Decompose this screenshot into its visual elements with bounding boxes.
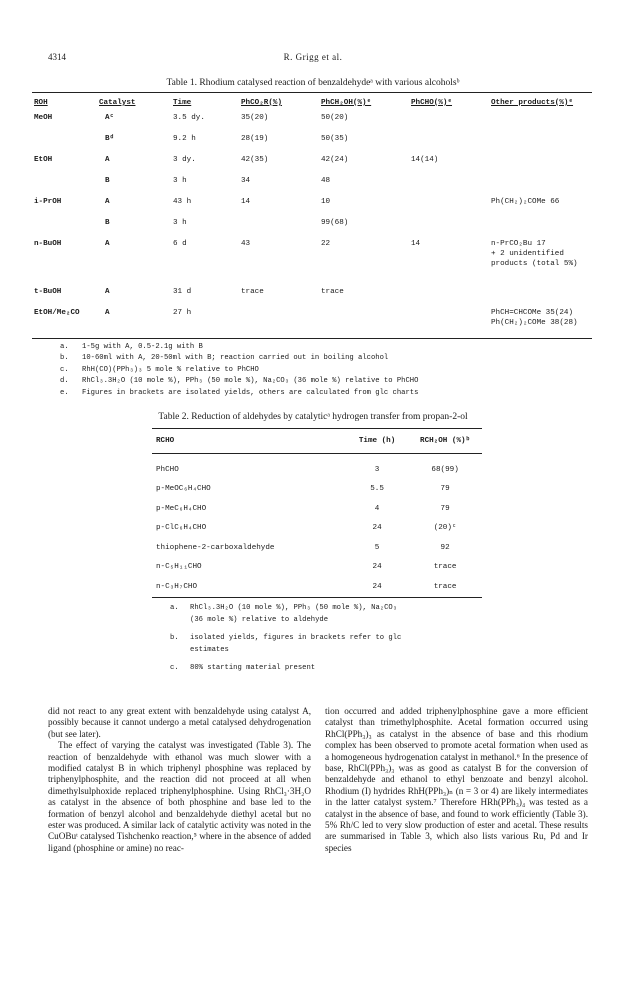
table1-row <box>32 308 592 338</box>
table1-cell: MeOH <box>34 114 53 122</box>
table1-cell: 3 dy. <box>173 156 196 164</box>
footnote-key: e. <box>60 388 69 397</box>
table1-footnote <box>60 365 590 376</box>
footnote-key: a. <box>60 343 69 351</box>
body-paragraph: did not react to any great extent with benzaldehyde using catalyst A, possibly because it cannot undergo a metal catalysed dehydrogenation (but see later). <box>48 706 311 739</box>
table1-cell: B <box>105 177 110 185</box>
table1-cell: i-PrOH <box>34 198 62 206</box>
table1-cell: 27 h <box>173 309 192 317</box>
table1-cell: 50(20) <box>321 114 349 122</box>
table2-cell: 5 <box>374 543 380 552</box>
table2-title: Table 2. Reduction of aldehydes by catalyticᵃ hydrogen transfer from propan-2-ol <box>158 412 468 422</box>
table2-cell: n-C₃H₇CHO <box>156 582 198 591</box>
table2-cell: 68(99) <box>431 465 459 474</box>
table1 <box>32 92 592 339</box>
table1-cell: 34 <box>241 177 251 185</box>
table1-cell: A <box>105 198 110 206</box>
table1-cell: trace <box>321 288 344 296</box>
footnote-key: a. <box>170 604 179 612</box>
table2-cell: p-ClC₆H₄CHO <box>156 524 207 533</box>
footnote-key: b. <box>60 354 69 363</box>
footnote-key: b. <box>170 634 179 642</box>
body-column-left <box>48 706 311 854</box>
table1-cell: trace <box>241 288 264 296</box>
table2-header-row <box>152 429 482 454</box>
footnote-key: c. <box>60 365 69 374</box>
table2-cell: (20)ᶜ <box>433 524 457 533</box>
table2-cell: p-MeC₆H₄CHO <box>156 504 207 513</box>
table2 <box>152 428 482 598</box>
table2-row <box>152 499 482 519</box>
table1-row <box>32 176 592 197</box>
table1-cell: 43 h <box>173 198 192 206</box>
footnote-text: 1-5g with A, 0.5-2.1g with B <box>82 343 203 351</box>
table1-cell: 10 <box>321 198 331 206</box>
table1-cell: Ph(CH₂)₂COMe 66 <box>491 198 560 206</box>
table2-cell: PhCHO <box>156 465 179 474</box>
table1-cell: 43 <box>241 240 251 248</box>
table1-cell: 3 h <box>173 219 187 227</box>
table2-row <box>152 454 482 480</box>
table1-cell <box>32 134 99 155</box>
table2-footnote <box>170 662 490 674</box>
table1-cell: 6 d <box>173 240 187 248</box>
footnote-text: 80% starting material present <box>190 664 316 672</box>
table1-cell: 14(14) <box>411 156 439 164</box>
table1-cell: B <box>105 219 110 227</box>
table2-cell: 24 <box>372 582 382 591</box>
table1-cell: A <box>105 288 110 296</box>
table1-cell: 50(35) <box>321 135 349 143</box>
table1-cell <box>491 287 592 308</box>
table2-row <box>152 519 482 539</box>
table1-column-header: Time <box>173 99 192 107</box>
footnote-text: isolated yields, figures in brackets refer to glc <box>190 634 402 642</box>
table1-cell: A <box>105 240 110 248</box>
footnote-text: 10-60ml with A, 20-50ml with B; reaction carried out in boiling alcohol <box>82 354 389 363</box>
table2-column-header: Time (h) <box>346 429 404 454</box>
table2-column-header: RCH₂OH (%)ᵇ <box>404 429 482 454</box>
footnote-text: Figures in brackets are isolated yields, others are calculated from glc charts <box>82 388 419 397</box>
table2-cell: 24 <box>372 524 382 533</box>
table2-footnotes <box>170 602 490 680</box>
table1-footnote <box>60 376 590 387</box>
table1-cell: A <box>105 309 110 317</box>
table1-cell: 35(20) <box>241 114 269 122</box>
table2-cell: trace <box>433 582 457 591</box>
table1-row <box>32 239 592 287</box>
table2-cell: 92 <box>440 543 450 552</box>
table1-column-header: Other products(%)ᵉ <box>491 99 574 107</box>
table2-row <box>152 558 482 578</box>
table1-cell <box>411 287 491 308</box>
table2-cell: 79 <box>440 485 450 494</box>
page-number: 4314 <box>48 52 66 62</box>
table1-cell <box>491 218 592 239</box>
table2-footnote <box>170 602 490 626</box>
table1-cell <box>241 308 321 338</box>
table1-column-header: PhCH₂OH(%)ᵉ <box>321 99 372 107</box>
table1-column-header: PhCO₂R(%) <box>241 99 283 107</box>
body-column-right <box>325 706 588 854</box>
table1-column-header: PhCHO(%)ᵉ <box>411 99 453 107</box>
table2-cell: n-C₅H₁₁CHO <box>156 563 202 572</box>
table1-footnote <box>60 388 590 399</box>
footnote-text: RhCl₃.3H₂O (10 mole %), PPh₃ (50 mole %), Na₂CO₃ <box>190 604 398 612</box>
table1-cell <box>411 308 491 338</box>
footnote-continuation: estimates <box>190 646 229 654</box>
table2-cell: trace <box>433 563 457 572</box>
table1-cell <box>32 218 99 239</box>
table1-cell <box>411 176 491 197</box>
body-paragraph: tion occurred and added triphenylphosphine gave a more efficient catalyst than trimethylphosphite. Acetal formation occurred using RhCl(PPh₃)₃ as catalyst in the absence of base and this rhodium complex has been observed to promote acetal formation when used as a homogeneous hydrogenation catalyst in methanol.⁶ In the presence of base, RhCl(PPh₃)₃ was as good as catalyst B for the conversion of benzaldehyde and ethanol to ethyl benzoate and benzyl alcohol. Rhodium (I) hydrides RhH(PPh₃)ₙ (n = 3 or 4) are likely intermediates in the latter catalyst system.⁷ Therefore HRh(PPh₃)₄ was tested as a catalyst in the absence of base, and found to work efficiently (Table 3). 5% Rh/C led to very slow production of ester and acetal. These results are summarised in Table 3, which also lists various Ru, Pd and Ir species <box>325 706 588 853</box>
table1-cell <box>411 197 491 218</box>
table1-cell: 14 <box>411 240 421 248</box>
table2-cell: 4 <box>374 504 380 513</box>
table1-cell: 14 <box>241 198 251 206</box>
table1-cell: n-PrCO₂Bu 17 + 2 unidentified products (total 5%) <box>491 240 578 268</box>
table2-footnote <box>170 632 490 656</box>
table1-cell <box>491 134 592 155</box>
table1-column-header: ROH <box>34 99 48 107</box>
footnote-text: RhH(CO)(PPh₃)₃ 5 mole % relative to PhCHO <box>82 365 259 374</box>
table2-cell: p-MeOC₆H₄CHO <box>156 485 211 494</box>
table1-cell: 48 <box>321 177 331 185</box>
table1-cell: t-BuOH <box>34 288 62 296</box>
table1-row <box>32 218 592 239</box>
table1-cell: 9.2 h <box>173 135 196 143</box>
table1-footnote <box>60 342 590 353</box>
footnote-text: RhCl₃.3H₂O (10 mole %), PPh₃ (50 mole %), Na₂CO₃ (36 mole %) relative to PhCHO <box>82 377 419 386</box>
table1-cell: 3 h <box>173 177 187 185</box>
table2-row <box>152 577 482 597</box>
table1-cell <box>491 176 592 197</box>
table1-cell: Aᶜ <box>105 114 115 122</box>
running-head: R. Grigg et al. <box>283 52 343 62</box>
table1-footnote <box>60 353 590 364</box>
table2-row <box>152 538 482 558</box>
table1-cell: 42(24) <box>321 156 349 164</box>
table1-cell: 31 d <box>173 288 192 296</box>
table1-row <box>32 287 592 308</box>
table1-cell: 42(35) <box>241 156 269 164</box>
table1-cell: A <box>105 156 110 164</box>
table1-cell <box>491 113 592 134</box>
table1-footnotes <box>60 342 590 399</box>
table1-title: Table 1. Rhodium catalysed reaction of benzaldehydeᵃ with various alcoholsᵇ <box>166 78 460 88</box>
table2-row <box>152 480 482 500</box>
table2-cell: thiophene-2-carboxaldehyde <box>156 543 275 552</box>
table1-column-header: Catalyst <box>99 99 136 107</box>
table2-cell: 79 <box>440 504 450 513</box>
table1-cell <box>241 218 321 239</box>
table1-header-row <box>32 93 592 113</box>
table2-cell: 3 <box>374 465 380 474</box>
table1-cell <box>411 134 491 155</box>
table1-cell: 22 <box>321 240 331 248</box>
table2-column-header: RCHO <box>152 429 346 454</box>
table1-cell: EtOH/Me₂CO <box>34 309 80 317</box>
table1-cell: n-BuOH <box>34 240 62 248</box>
table1-cell <box>411 218 491 239</box>
footnote-key: d. <box>60 377 69 386</box>
table1-cell: EtOH <box>34 156 53 164</box>
table1-cell: 3.5 dy. <box>173 114 205 122</box>
footnote-key: c. <box>170 664 179 672</box>
table1-row <box>32 134 592 155</box>
table1-row <box>32 197 592 218</box>
table1-cell: Bᵈ <box>105 135 115 143</box>
table1-cell: PhCH=CHCOMe 35(24) Ph(CH₂)₂COMe 38(28) <box>491 309 578 327</box>
table1-cell <box>32 176 99 197</box>
table1-cell <box>411 113 491 134</box>
table2-cell: 5.5 <box>370 485 384 494</box>
footnote-continuation: (36 mole %) relative to aldehyde <box>190 616 329 624</box>
table1-cell <box>321 308 411 338</box>
body-paragraph: The effect of varying the catalyst was investigated (Table 3). The reaction of benzaldehyde with ethanol was much slower with a modified catalyst B in which triphenyl phosphine was replaced by triphenylphosphite, and the reaction did not proceed at all when dimethylsulphoxide replaced triphenylphosphine. Using RhCl₃·3H₂O as catalyst in the absence of both phosphine and base led to the formation of benzyl alcohol and benzaldehyde diethyl acetal but no ester was produced. A similar lack of catalytic activity was noted in the CuOBuᵗ catalysed Tishchenko reaction,⁵ where in the absence of added ligand (phosphine or amine) no reac- <box>48 740 311 853</box>
table1-row <box>32 113 592 134</box>
table2-cell: 24 <box>372 563 382 572</box>
table1-cell <box>491 155 592 176</box>
table1-row <box>32 155 592 176</box>
table1-cell: 99(68) <box>321 219 349 227</box>
page-header <box>48 52 578 66</box>
table1-cell: 28(19) <box>241 135 269 143</box>
